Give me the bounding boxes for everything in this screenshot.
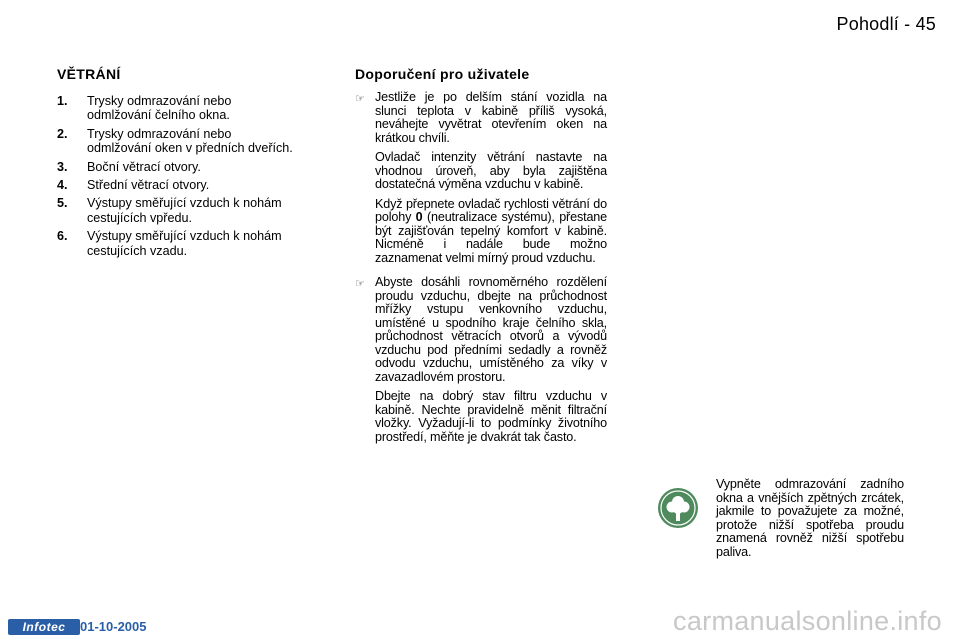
item-text: Výstupy směřující vzduch k nohám cestujících vpředu. [87,196,282,225]
advice-paragraph: Jestliže je po delším stání vozidla na slunci teplota v kabině příliš vysoká, neváhejte vyvětrat otevřením oken na krátkou chvíli. [375,90,607,145]
item-number: 3. [57,159,68,174]
list-item [57,160,297,174]
advice-body [375,276,607,450]
paragraph-text: Když přepnete ovladač rychlosti větrání do polohy [375,196,607,224]
item-number: 4. [57,178,68,193]
footer-date: 01-10-2005 [80,619,147,634]
item-number: 1. [57,94,68,108]
position-number: 0 [415,210,423,224]
item-text: Boční větrací otvory. [87,159,201,174]
ventilation-title: VĚTRÁNÍ [57,66,121,82]
item-text: Trysky odmrazování nebo odmlžování oken v předních dveřích. [87,126,293,156]
advice-body [375,91,607,271]
list-item [57,94,297,123]
page-header: Pohodlí - 45 [836,14,936,34]
item-text: Trysky odmrazování nebo odmlžování čelního okna. [87,94,232,123]
list-item [57,229,297,258]
item-text: Výstupy směřující vzduch k nohám cestujících vzadu. [87,229,282,258]
advice-paragraph [375,198,607,266]
pointing-hand-icon: ☞ [355,278,365,290]
advice-paragraph: Ovladač intenzity větrání nastavte na vhodnou úroveň, aby byla zajištěna dostatečná výměna vzduchu v kabině. [375,150,607,191]
ventilation-section [57,66,297,262]
item-text: Střední větrací otvory. [87,178,210,193]
list-item [57,178,297,192]
advice-paragraph: Dbejte na dobrý stav filtru vzduchu v kabině. Nechte pravidelně měnit filtrační vložky. Vyžadují-li to podmínky životního prostředí, měňte je dvakrát tak často. [375,389,607,444]
advice-title: Doporučení pro uživatele [355,66,530,82]
list-item [57,127,297,156]
watermark: carmanualsonline.info [673,606,942,636]
item-number: 6. [57,229,68,244]
tree-icon [657,487,699,529]
eco-note-text: Vypněte odmrazování zadního okna a vnějších zpětných zrcátek, jakmile to považujete za možné, protože nižší spotřeba proudu znamená rovněž nižší spotřebu paliva. [716,477,904,559]
item-number: 2. [57,126,68,141]
paragraph-text: (neutralizace systému), přestane být zajišťován tepelný komfort v kabině. Nicméně i nadále bude možno zaznamenat velmi mírný proud vzduchu. [375,210,608,265]
advice-block [355,91,607,271]
ventilation-list [57,94,297,258]
item-number: 5. [57,196,68,211]
advice-block [355,276,607,450]
advice-paragraph: Abyste dosáhli rovnoměrného rozdělení proudu vzduchu, dbejte na průchodnost mřížky vstupu venkovního vzduchu, umístěné u spodního kraje čelního skla, průchodnost větracích otvorů a vývodů vzduchu pod předními sedadly a rovněž odvodu vzduchu, umístěného za víky v zavazadlovém prostoru. [375,275,607,384]
infotec-logo: Infotec [8,619,80,635]
list-item [57,196,297,225]
pointing-hand-icon: ☞ [355,93,365,105]
advice-section [355,66,607,455]
